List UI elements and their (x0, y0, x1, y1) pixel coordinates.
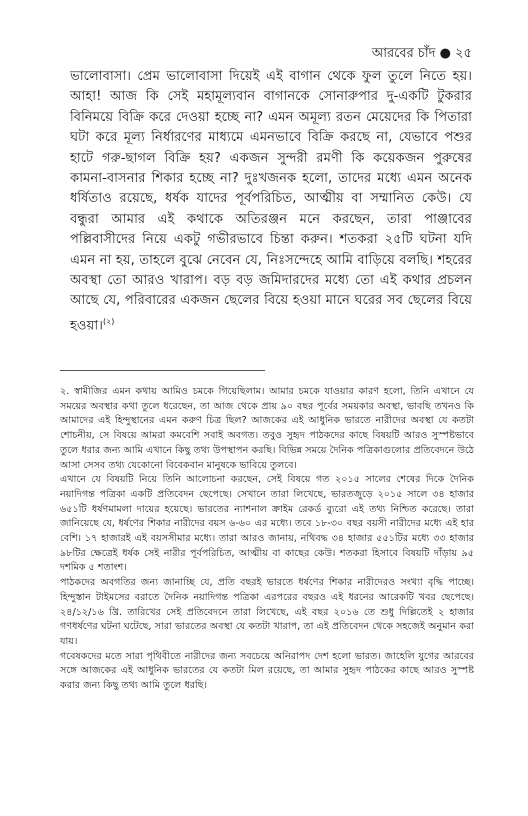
footnote-paragraph: গবেষকদের মতে সারা পৃথিবীতে নারীদের জন্য সবচেয়ে অনিরাপদ দেশ হলো ভারত। জাহেলি যুগের আরবের সঙ্গে আজকের এই আধুনিক ভারতের যে কতটা মিল রয়েছে, তা আমার সুহৃদ পাঠকের কাছে আরও সুস্পষ্ট করার জন্য কিছু তথ্য আমি তুলে ধরছি। (60, 650, 474, 692)
main-paragraph (70, 67, 472, 337)
footnote-reference: (২) (102, 316, 115, 326)
footnote-paragraph: পাঠকদের অবগতির জন্য জানাচ্ছি যে, প্রতি বছরই ভারতে ধর্ষণের শিকার নারীদেরও সংখ্যা বৃদ্ধি পাচ্ছে। হিন্দুস্তান টাইমসের বরাতে দৈনিক নয়াদিগন্ত পত্রিকা এরপরের বছরও এই ধরনের আরেকটি খবর ছেপেছে। ২৪/১২/১৬ খ্রি. তারিখের সেই প্রতিবেদনে তারা লিখেছে, এই বছর ২০১৬ তে শুধু দিল্লিতেই ২ হাজার গণধর্ষণের ঘটনা ঘটেছে, সারা ভারতের অবস্থা যে কতটা খারাপ, তা এই প্রতিবেদন থেকে সহজেই অনুমান করা যায়। (60, 577, 474, 647)
footnote-separator (60, 370, 265, 371)
footnotes (60, 385, 474, 694)
footnote-paragraph: এখানে যে বিষয়টি নিয়ে তিনি আলোচনা করছেন, সেই বিষয়ে গত ২০১৫ সালের শেষের দিকে দৈনিক নয়াদিগন্ত পত্রিকা একটি প্রতিবেদন ছেপেছে। সেখানে তারা লিখেছে, ভারতজুড়ে ২০১৫ সালে ৩৪ হাজার ৬৫১টি ধর্ষণমামলা দায়ের হয়েছে। ভারতের ন্যাশনাল ক্রাইম রেকর্ড ব্যুরো এই তথ্য নিশ্চিত করেছে। তারা জানিয়েছে যে, ধর্ষণের শিকার নারীদের বয়স ৬-৬০ এর মধ্যে। তবে ১৮-৩০ বছর বয়সী নারীদের মধ্যে এই হার বেশি। ১৭ হাজারই এই বয়সসীমার মধ্যে। তারা আরও জানায়, নথিবদ্ধ ৩৪ হাজার ৫৫১টির মধ্যে ৩৩ হাজার ৯৮টির ক্ষেত্রেই ধর্ষক সেই নারীর পূর্বপরিচিত, আত্মীয় বা কাছের কেউ। শতকরা হিসাবে বিষয়টি দাঁড়ায় ৯৫ দশমিক ৫ শতাংশ। (60, 474, 474, 574)
running-head: আরবের চাঁদ ● ২৫ (371, 46, 472, 61)
footnote-paragraph: ২. স্বামীজির এমন কথায় আমিও চমকে গিয়েছিলাম। আমার চমকে যাওয়ার কারণ হলো, তিনি এখানে যে সময়ের অবস্থার কথা তুলে ধরেছেন, তা আজ থেকে প্রায় ৯০ বছর পূর্বের সময়কার অবস্থা, ভাবছি তখনও কি আমাদের এই হিন্দুস্থানের এমন করুণ চিত্র ছিল? আজকের এই আধুনিক ভারতে নারীদের অবস্থা যে কতটা শোচনীয়, সে বিষয়ে আমরা কমবেশি সবাই অবগত। তবুও সুহৃদ পাঠকদের কাছে বিষয়টি আরও সুস্পষ্টভাবে তুলে ধরার জন্য আমি এখানে কিছু তথ্য উপস্থাপন করছি। বিভিন্ন সময়ে দৈনিক পত্রিকাগুলোর প্রতিবেদনে উঠে আসা সেসব তথ্য যেকোনো বিবেকবান মানুষকে ভাবিয়ে তুলবে। (60, 386, 474, 471)
main-text: ভালোবাসা। প্রেম ভালোবাসা দিয়েই এই বাগান থেকে ফুল তুলে নিতে হয়। আহা! আজ কি সেই মহামূল্যবান বাগানকে সোনারুপার দু-একটি টুকরার বিনিময়ে বিক্রি করে দেওয়া হচ্ছে না? এমন অমূল্য রতন মেয়েদের কি পিতারা ঘটা করে মূল্য নির্ধারণের মাধ্যমে এমনভাবে বিক্রি করছে না, যেভাবে পশুর হাটে গরু-ছাগল বিক্রি হয়? একজন সুন্দরী রমণী কি কয়েকজন পুরুষের কামনা-বাসনার শিকার হচ্ছে না? দুঃখজনক হলো, তাদের মধ্যে এমন অনেক ধর্ষিতাও রয়েছে, ধর্ষক যাদের পূর্বপরিচিত, আত্মীয় বা সম্মানিত কেউ। যে বন্ধুরা আমার এই কথাকে অতিরঞ্জন মনে করছেন, তারা পাঞ্জাবের পল্লিবাসীদের নিয়ে একটু গভীরভাবে চিন্তা করুন। শতকরা ২৫টি ঘটনা যদি এমন না হয়, তাহলে বুঝে নেবেন যে, নিঃসন্দেহে আমি বাড়িয়ে বলছি। শহরের অবস্থা তো আরও খারাপ। বড় বড় জমিদারদের মধ্যে তো এই কথার প্রচলন আছে যে, পরিবারের একজন ছেলের বিয়ে হওয়া মানে ঘরের সব ছেলের বিয়ে হওয়া। (70, 69, 472, 334)
